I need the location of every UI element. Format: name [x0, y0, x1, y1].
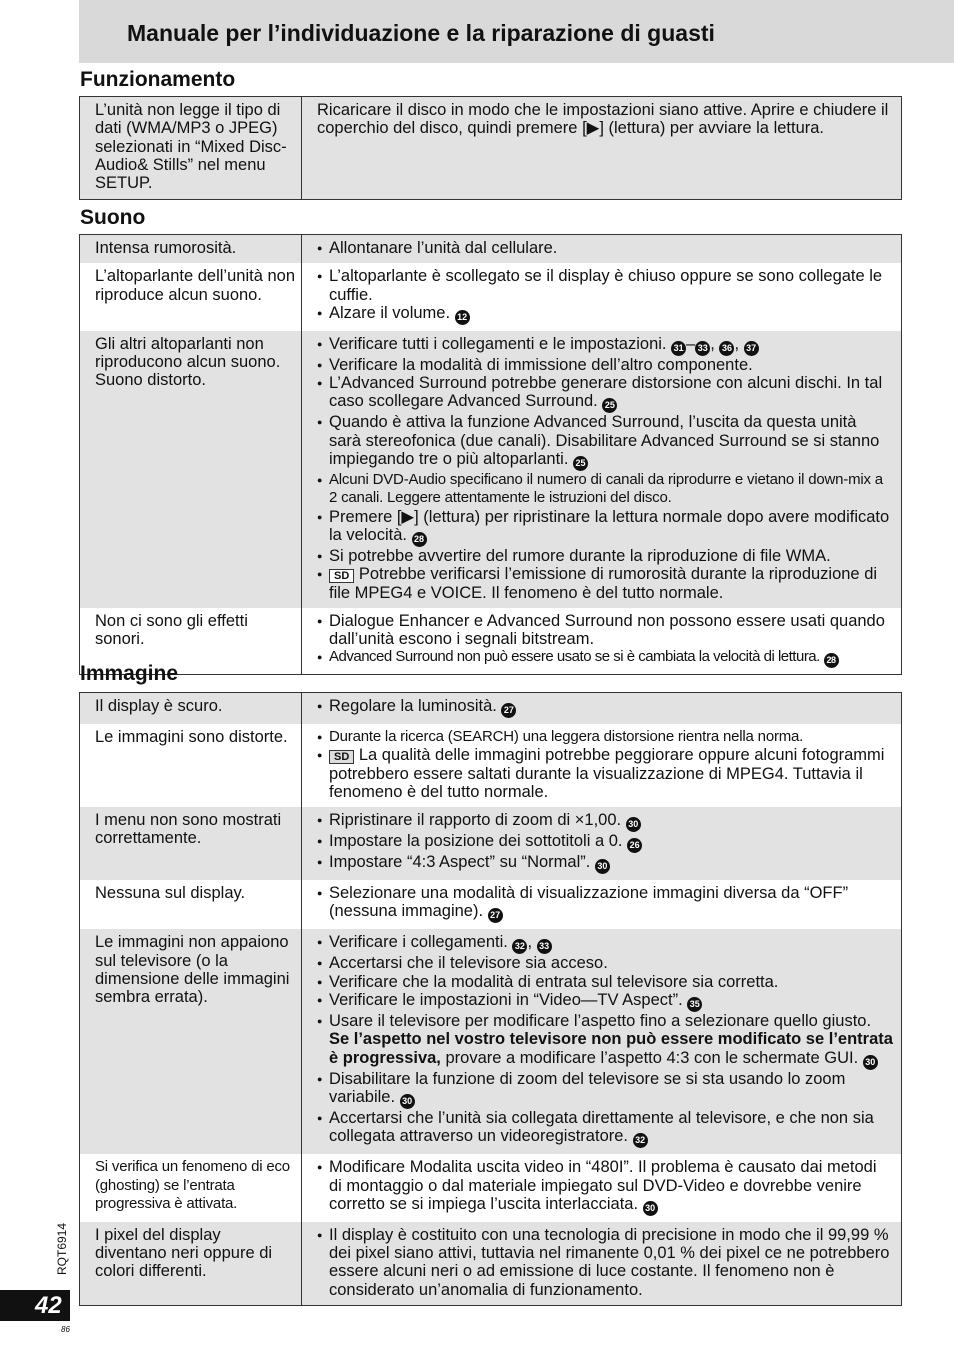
solution-cell — [302, 693, 902, 725]
bullet: ● Dialogue Enhancer e Advanced Surround non possono essere usati quando dall’unità escono i segnali bitstream. — [317, 612, 893, 649]
problem-cell: L’unità non legge il tipo di dati (WMA/MP3 o JPEG) selezionati in “Mixed Disc-Audio& Stills” nel menu SETUP. — [80, 97, 302, 200]
bullet — [317, 1012, 893, 1070]
table-funzionamento — [79, 96, 902, 200]
problem-cell — [80, 331, 302, 608]
table-row — [80, 263, 902, 331]
section-title-immagine: Immagine — [80, 662, 179, 685]
page-ref-icon: 35 — [687, 997, 702, 1012]
page-ref-icon: 28 — [824, 653, 839, 668]
bullet-text: Potrebbe verificarsi l’emissione di rumorosità durante la riproduzione di file MPEG4 e VOICE. Il fenomeno è del tutto normale. — [329, 565, 878, 602]
bullet: ● Durante la ricerca (SEARCH) una leggera distorsione rientra nella norma. — [317, 728, 893, 746]
page-ref-icon: 12 — [455, 310, 470, 325]
bullet-text: Impostare “4:3 Aspect” su “Normal”. — [329, 853, 591, 872]
table-row — [80, 880, 902, 929]
bullet-text: Verificare tutti i collegamenti e le impostazioni. — [329, 334, 667, 353]
bullet: ● Alcuni DVD-Audio specificano il numero di canali da riprodurre e vietano il down-mix a 2 canali. Leggere attentamente le istruzioni del disco. — [317, 471, 893, 508]
page-ref-icon: 30 — [626, 817, 641, 832]
page-number: 42 — [35, 1292, 62, 1319]
bullet-text: Ripristinare il rapporto di zoom di ×1,00. — [329, 811, 622, 830]
solution-cell: Ricaricare il disco in modo che le impostazioni siano attive. Aprire e chiudere il coperchio del disco, quindi premere [▶] (lettura) per avviare la lettura. — [302, 97, 902, 200]
page-ref-icon: 30 — [595, 859, 610, 874]
problem-cell: Le immagini sono distorte. — [80, 724, 302, 807]
page-header — [79, 0, 954, 63]
solution-cell — [302, 331, 902, 608]
bullet-text: Premere [▶] (lettura) per ripristinare la lettura normale dopo avere modificato la velocità. — [329, 507, 890, 544]
section-title-funzionamento: Funzionamento — [80, 68, 236, 91]
table-row — [80, 608, 902, 675]
bullet-text: Regolare la luminosità. — [329, 697, 497, 715]
page-ref-icon: 36 — [719, 341, 734, 356]
table-row — [80, 1154, 902, 1222]
problem-cell: Nessuna sul display. — [80, 880, 302, 929]
page-ref-icon: 33 — [695, 341, 710, 356]
table-immagine — [79, 692, 902, 1306]
section-title-suono: Suono — [80, 206, 146, 229]
table-row — [80, 724, 902, 807]
table-row — [80, 693, 902, 725]
bullet-text: Verificare i collegamenti. — [329, 933, 508, 952]
problem-cell: Il display è scuro. — [80, 693, 302, 725]
problem-cell: Intensa rumorosità. — [80, 235, 302, 264]
bullet — [317, 304, 893, 325]
problem-cell: Non ci sono gli effetti sonori. — [80, 608, 302, 675]
problem-cell: I pixel del display diventano neri oppure di colori differenti. — [80, 1222, 302, 1306]
bullet — [317, 853, 893, 874]
bullet: ● Il display è costituito con una tecnologia di precisione in modo che il 99,99 % dei pixel siano attivi, tuttavia nel rimanente 0,01 % dei pixel ce ne potrebbero essere alcuni neri o ad emissione di luce costante. Il fenomeno non è considerato un’anomalia di funzionamento. — [317, 1226, 893, 1299]
bullet — [317, 991, 893, 1012]
table-row — [80, 235, 902, 264]
problem-cell: Si verifica un fenomeno di eco (ghosting) se l’entrata progressiva è attivata. — [80, 1154, 302, 1222]
solution-cell — [302, 807, 902, 880]
solution-cell — [302, 929, 902, 1154]
problem-cell: L’altoparlante dell’unità non riproduce alcun suono. — [80, 263, 302, 331]
bullet: ● Accertarsi che il televisore sia acceso. — [317, 954, 893, 972]
bullet — [317, 413, 893, 471]
solution-cell — [302, 1154, 902, 1222]
solution-cell — [302, 263, 902, 331]
bullet-text: L’Advanced Surround potrebbe generare distorsione con alcuni dischi. In tal caso scollegare Advanced Surround. — [329, 374, 883, 411]
page-ref-icon: 37 — [744, 341, 759, 356]
page-ref-icon: 28 — [412, 532, 427, 547]
bullet-text: Verificare le impostazioni in “Video—TV Aspect”. — [329, 991, 683, 1010]
bullet-text: Disabilitare la funzione di zoom del televisore se si sta usando lo zoom variabile. — [329, 1069, 846, 1106]
model-code: RQT6914 — [55, 1222, 69, 1275]
table-row — [80, 929, 902, 1154]
bullet — [317, 884, 893, 923]
solution-cell — [302, 880, 902, 929]
page-number-box — [0, 1290, 70, 1321]
page-ref-icon: 32 — [633, 1133, 648, 1148]
solution-cell — [302, 235, 902, 264]
solution-cell — [302, 1222, 902, 1306]
page-ref-icon: 25 — [602, 398, 617, 413]
bullet-text: Advanced Surround non può essere usato se si è cambiata la velocità di lettura. — [329, 648, 820, 666]
bullet — [317, 648, 893, 668]
page-ref-icon: 30 — [863, 1055, 878, 1070]
bullet: ● Si potrebbe avvertire del rumore durante la riproduzione di file WMA. — [317, 547, 893, 565]
bullet-text: Impostare la posizione dei sottotitoli a 0. — [329, 832, 623, 851]
bullet — [317, 508, 893, 547]
page-ref-icon: 33 — [537, 939, 552, 954]
page-ref-icon: 30 — [643, 1201, 658, 1216]
problem-cell: I menu non sono mostrati correttamente. — [80, 807, 302, 880]
bullet: ● Verificare i collegamenti. 32 , 33 — [317, 933, 893, 954]
bullet: ● Verificare tutti i collegamenti e le impostazioni. 31 – 33 , 36 , 37 — [317, 335, 893, 356]
bullet — [317, 1109, 893, 1148]
bullet-text: Selezionare una modalità di visualizzazione immagini diversa da “OFF” (nessuna immagine). — [329, 884, 849, 921]
table-suono — [79, 234, 902, 675]
bullet-bold-text: Se l’aspetto nel vostro televisore non può essere modificato se l’entrata è progressiva, — [329, 1030, 893, 1067]
bullet: ● Verificare che la modalità di entrata sul televisore sia corretta. — [317, 973, 893, 991]
problem-text: Gli altri altoparlanti non riproducono alcun suono. — [95, 334, 281, 372]
page-ref-icon: 25 — [573, 456, 588, 471]
bullet-text: Quando è attiva la funzione Advanced Surround, l’uscita da questa unità sarà stereofonica (due canali). Disabilitare Advanced Surround se si stanno impiegando tre o più altoparlanti. — [329, 413, 880, 469]
left-margin — [0, 0, 78, 1358]
page-ref-icon: 32 — [512, 939, 527, 954]
sd-badge: SD — [329, 750, 354, 764]
table-row — [80, 807, 902, 880]
bullet-text: Alzare il volume. — [329, 303, 451, 322]
bullet-text: Modificare Modalita uscita video in “480I”. Il problema è causato dai metodi di montaggio o dal materiale impiegato sul DVD-Video e dovrebbe venire corretto se si impiega l’uscita interlacciata. — [329, 1158, 877, 1213]
bullet-text: Usare il televisore per modificare l’aspetto fino a selezionare quello giusto. — [329, 1012, 872, 1031]
bullet-text: Accertarsi che l’unità sia collegata direttamente al televisore, e che non sia collegata attraverso un videoregistratore. — [329, 1108, 874, 1146]
bullet-text: La qualità delle immagini potrebbe peggiorare oppure alcuni fotogrammi potrebbero essere saltati durante la visualizzazione di MPEG4. Tuttavia il fenomeno è del tutto normale. — [329, 746, 885, 801]
bullet: ● Allontanare l’unità dal cellulare. — [317, 239, 893, 257]
table-row — [80, 331, 902, 608]
bullet — [317, 811, 893, 832]
bullet-text: provare a modificare l’aspetto 4:3 con le schermate GUI. — [445, 1048, 859, 1067]
problem-text: Suono distorto. — [95, 371, 206, 390]
solution-cell — [302, 608, 902, 675]
problem-cell: Le immagini non appaiono sul televisore (o la dimensione delle immagini sembra errata). — [80, 929, 302, 1154]
bullet — [317, 1070, 893, 1109]
bullet — [317, 565, 893, 602]
sd-badge: SD — [329, 569, 354, 583]
table-row — [80, 97, 902, 200]
small-page-number: 86 — [61, 1325, 70, 1334]
bullet: ● L’altoparlante è scollegato se il display è chiuso oppure se sono collegate le cuffie. — [317, 267, 893, 304]
bullet — [317, 746, 893, 801]
bullet — [317, 1158, 893, 1216]
table-row — [80, 1222, 902, 1306]
page-ref-icon: 30 — [400, 1094, 415, 1109]
page-ref-icon: 26 — [627, 838, 642, 853]
page-ref-icon: 27 — [488, 908, 503, 923]
page-ref-icon: 27 — [501, 703, 516, 718]
bullet: ● Verificare la modalità di immissione dell’altro componente. — [317, 356, 893, 374]
bullet — [317, 832, 893, 853]
bullet — [317, 697, 893, 718]
page-ref-icon: 31 — [671, 341, 686, 356]
solution-cell — [302, 724, 902, 807]
page-title: Manuale per l’individuazione e la riparazione di guasti — [127, 20, 715, 46]
bullet — [317, 374, 893, 413]
